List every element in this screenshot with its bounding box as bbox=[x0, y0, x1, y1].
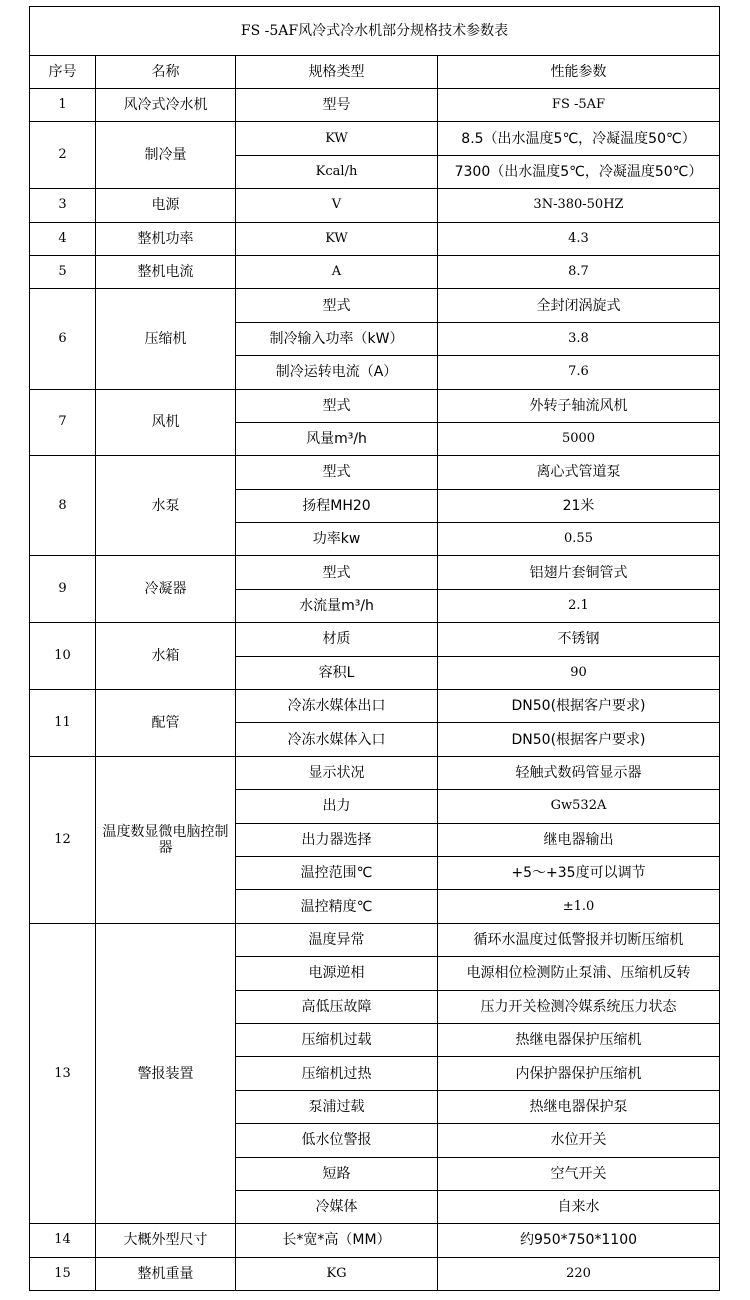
spec-value: 继电器输出 bbox=[438, 823, 720, 856]
row-number: 1 bbox=[30, 89, 96, 122]
row-number: 3 bbox=[30, 189, 96, 222]
spec-type: 压缩机过热 bbox=[236, 1057, 438, 1090]
spec-type: V bbox=[236, 189, 438, 222]
table-row bbox=[30, 189, 720, 222]
item-name: 压缩机 bbox=[96, 289, 236, 389]
spec-type: 型式 bbox=[236, 389, 438, 422]
row-number: 13 bbox=[30, 923, 96, 1224]
spec-value: 90 bbox=[438, 656, 720, 689]
header-type: 规格类型 bbox=[236, 56, 438, 89]
spec-value: 空气开关 bbox=[438, 1157, 720, 1190]
spec-type: 冷冻水媒体出口 bbox=[236, 690, 438, 723]
spec-value: 7300（出水温度5℃，冷凝温度50℃） bbox=[438, 155, 720, 188]
table-row bbox=[30, 389, 720, 422]
item-name: 大概外型尺寸 bbox=[96, 1224, 236, 1257]
spec-value: 220 bbox=[438, 1257, 720, 1290]
row-number: 8 bbox=[30, 456, 96, 556]
spec-type: 型式 bbox=[236, 289, 438, 322]
row-number: 7 bbox=[30, 389, 96, 456]
row-number: 2 bbox=[30, 122, 96, 189]
spec-value: 7.6 bbox=[438, 356, 720, 389]
row-number: 11 bbox=[30, 690, 96, 757]
spec-type: 容积L bbox=[236, 656, 438, 689]
spec-value: 离心式管道泵 bbox=[438, 456, 720, 489]
table-row bbox=[30, 222, 720, 255]
row-number: 14 bbox=[30, 1224, 96, 1257]
item-name: 整机重量 bbox=[96, 1257, 236, 1290]
table-row bbox=[30, 556, 720, 589]
spec-value: 铝翅片套铜管式 bbox=[438, 556, 720, 589]
table-row bbox=[30, 623, 720, 656]
spec-type: 压缩机过载 bbox=[236, 1023, 438, 1056]
row-number: 12 bbox=[30, 756, 96, 923]
spec-type: 型号 bbox=[236, 89, 438, 122]
spec-value: 自来水 bbox=[438, 1190, 720, 1223]
spec-type: 低水位警报 bbox=[236, 1124, 438, 1157]
spec-value: 循环水温度过低警报并切断压缩机 bbox=[438, 923, 720, 956]
item-name: 风机 bbox=[96, 389, 236, 456]
spec-type: 材质 bbox=[236, 623, 438, 656]
spec-type: 型式 bbox=[236, 456, 438, 489]
spec-value: 约950*750*1100 bbox=[438, 1224, 720, 1257]
spec-type: KW bbox=[236, 122, 438, 155]
spec-value: 外转子轴流风机 bbox=[438, 389, 720, 422]
spec-type: Kcal/h bbox=[236, 155, 438, 188]
item-name: 冷凝器 bbox=[96, 556, 236, 623]
spec-value: 5000 bbox=[438, 422, 720, 455]
spec-type: 温控范围℃ bbox=[236, 856, 438, 889]
spec-value: 4.3 bbox=[438, 222, 720, 255]
item-name: 电源 bbox=[96, 189, 236, 222]
spec-type: KW bbox=[236, 222, 438, 255]
spec-type: 显示状况 bbox=[236, 756, 438, 789]
spec-value: 热继电器保护压缩机 bbox=[438, 1023, 720, 1056]
item-name: 水箱 bbox=[96, 623, 236, 690]
table-title: FS -5AF风冷式冷水机部分规格技术参数表 bbox=[30, 7, 720, 56]
spec-type: 水流量m³/h bbox=[236, 589, 438, 622]
table-row bbox=[30, 89, 720, 122]
spec-type: 功率kw bbox=[236, 523, 438, 556]
row-number: 15 bbox=[30, 1257, 96, 1290]
table-row bbox=[30, 255, 720, 288]
spec-value: 全封闭涡旋式 bbox=[438, 289, 720, 322]
spec-value: Gw532A bbox=[438, 790, 720, 823]
spec-value: 不锈钢 bbox=[438, 623, 720, 656]
row-number: 9 bbox=[30, 556, 96, 623]
spec-type: 出力器选择 bbox=[236, 823, 438, 856]
spec-value: 水位开关 bbox=[438, 1124, 720, 1157]
row-number: 6 bbox=[30, 289, 96, 389]
title-row bbox=[30, 7, 720, 56]
header-row bbox=[30, 56, 720, 89]
spec-value: 3N-380-50HZ bbox=[438, 189, 720, 222]
spec-value: DN50(根据客户要求) bbox=[438, 690, 720, 723]
spec-type: 冷冻水媒体入口 bbox=[236, 723, 438, 756]
table-row bbox=[30, 289, 720, 322]
header-value: 性能参数 bbox=[438, 56, 720, 89]
spec-value: FS -5AF bbox=[438, 89, 720, 122]
spec-type: 型式 bbox=[236, 556, 438, 589]
table-row bbox=[30, 1224, 720, 1257]
item-name: 整机电流 bbox=[96, 255, 236, 288]
item-name: 水泵 bbox=[96, 456, 236, 556]
table-row bbox=[30, 923, 720, 956]
spec-value: 电源相位检测防止泵浦、压缩机反转 bbox=[438, 957, 720, 990]
spec-type: 制冷输入功率（kW） bbox=[236, 322, 438, 355]
spec-type: 高低压故障 bbox=[236, 990, 438, 1023]
table-row bbox=[30, 756, 720, 789]
table-row bbox=[30, 690, 720, 723]
item-name: 制冷量 bbox=[96, 122, 236, 189]
spec-type: 温度异常 bbox=[236, 923, 438, 956]
spec-value: 8.7 bbox=[438, 255, 720, 288]
spec-type: 泵浦过载 bbox=[236, 1090, 438, 1123]
spec-value: 轻触式数码管显示器 bbox=[438, 756, 720, 789]
header-no: 序号 bbox=[30, 56, 96, 89]
spec-type: 扬程MH20 bbox=[236, 489, 438, 522]
spec-value: 2.1 bbox=[438, 589, 720, 622]
row-number: 10 bbox=[30, 623, 96, 690]
spec-type: 电源逆相 bbox=[236, 957, 438, 990]
row-number: 4 bbox=[30, 222, 96, 255]
spec-table bbox=[29, 6, 720, 1291]
spec-type: 短路 bbox=[236, 1157, 438, 1190]
spec-type: 冷媒体 bbox=[236, 1190, 438, 1223]
item-name: 配管 bbox=[96, 690, 236, 757]
header-name: 名称 bbox=[96, 56, 236, 89]
spec-value: 热继电器保护泵 bbox=[438, 1090, 720, 1123]
spec-value: 压力开关检测冷媒系统压力状态 bbox=[438, 990, 720, 1023]
spec-value: 8.5（出水温度5℃，冷凝温度50℃） bbox=[438, 122, 720, 155]
item-name: 警报装置 bbox=[96, 923, 236, 1224]
item-name: 温度数显微电脑控制器 bbox=[96, 756, 236, 923]
table-row bbox=[30, 456, 720, 489]
spec-value: 3.8 bbox=[438, 322, 720, 355]
spec-value: +5～+35度可以调节 bbox=[438, 856, 720, 889]
spec-type: A bbox=[236, 255, 438, 288]
spec-type: KG bbox=[236, 1257, 438, 1290]
spec-value: ±1.0 bbox=[438, 890, 720, 923]
spec-type: 出力 bbox=[236, 790, 438, 823]
spec-type: 制冷运转电流（A） bbox=[236, 356, 438, 389]
item-name: 整机功率 bbox=[96, 222, 236, 255]
spec-value: 0.55 bbox=[438, 523, 720, 556]
spec-value: DN50(根据客户要求) bbox=[438, 723, 720, 756]
spec-value: 内保护器保护压缩机 bbox=[438, 1057, 720, 1090]
spec-type: 温控精度℃ bbox=[236, 890, 438, 923]
row-number: 5 bbox=[30, 255, 96, 288]
table-row bbox=[30, 1257, 720, 1290]
spec-value: 21米 bbox=[438, 489, 720, 522]
item-name: 风冷式冷水机 bbox=[96, 89, 236, 122]
spec-type: 长*宽*高（MM） bbox=[236, 1224, 438, 1257]
spec-type: 风量m³/h bbox=[236, 422, 438, 455]
table-row bbox=[30, 122, 720, 155]
